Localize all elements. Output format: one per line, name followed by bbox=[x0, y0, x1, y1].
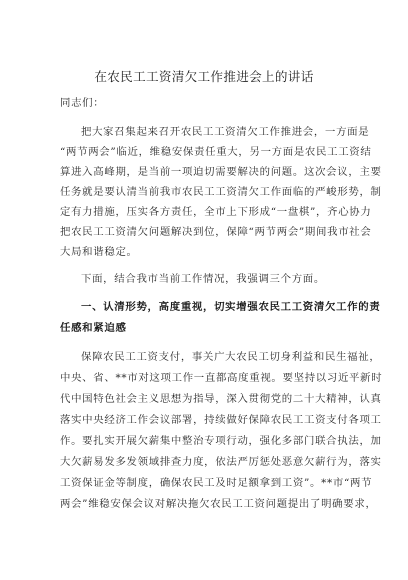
paragraph-line: 两会”维稳安保会议对解决拖欠农民工工资问题提出了明确要求， bbox=[60, 498, 377, 510]
salutation: 同志们： bbox=[60, 97, 105, 109]
paragraph-line: 工资保证金等制度，确保农民工及时足额拿到工资”。**市“两节 bbox=[60, 477, 373, 489]
paragraph-line: 把大家召集起来召开农民工工资清欠工作推进会，一方面是 bbox=[81, 126, 370, 138]
paragraph-line: “两节两会”临近，维稳安保责任重大，另一方面是农民工工资结 bbox=[60, 146, 372, 158]
paragraph-line: 把农民工工资清欠问题解决到位，保障“两节两会”期间我市社会 bbox=[60, 226, 372, 238]
section-heading: 一、认清形势，高度重视，切实增强农民工工资清欠工作的责 bbox=[81, 301, 381, 313]
paragraph-line: 中央、省、**市对这项工作一直都高度重视。要坚持以习近平新时 bbox=[60, 372, 383, 384]
paragraph-line: 下面，结合我市当前工作情况，我强调三个方面。 bbox=[81, 273, 325, 285]
paragraph-line: 代中国特色社会主义思想为指导，深入贯彻党的二十大精神，认真 bbox=[60, 393, 382, 405]
paragraph-line: 作。要扎实开展欠薪集中整治专项行动，强化多部门联合执法，加 bbox=[60, 435, 382, 447]
section-heading: 任感和紧迫感 bbox=[60, 322, 127, 334]
document-title: 在农民工工资清欠工作推进会上的讲话 bbox=[94, 69, 314, 84]
paragraph-line: 大局和谐稳定。 bbox=[60, 246, 138, 258]
paragraph-line: 任务就是要认清当前我市农民工工资清欠工作面临的严峻形势，制 bbox=[60, 186, 382, 198]
paragraph-line: 算进入高峰期，是当前一项迫切需要解决的问题。这次会议，主要 bbox=[60, 166, 382, 178]
paragraph-line: 落实中央经济工作会议部署，持续做好保障农民工工资支付各项工 bbox=[60, 414, 382, 426]
paragraph-line: 大欠薪易发多发领域排查力度，依法严厉惩处恶意欠薪行为，落实 bbox=[60, 456, 382, 468]
paragraph-line: 保障农民工工资支付，事关广大农民工切身利益和民生福祉， bbox=[81, 351, 381, 363]
paragraph-line: 定有力措施，压实各方责任，全市上下形成“一盘棋”，齐心协力 bbox=[60, 206, 372, 218]
